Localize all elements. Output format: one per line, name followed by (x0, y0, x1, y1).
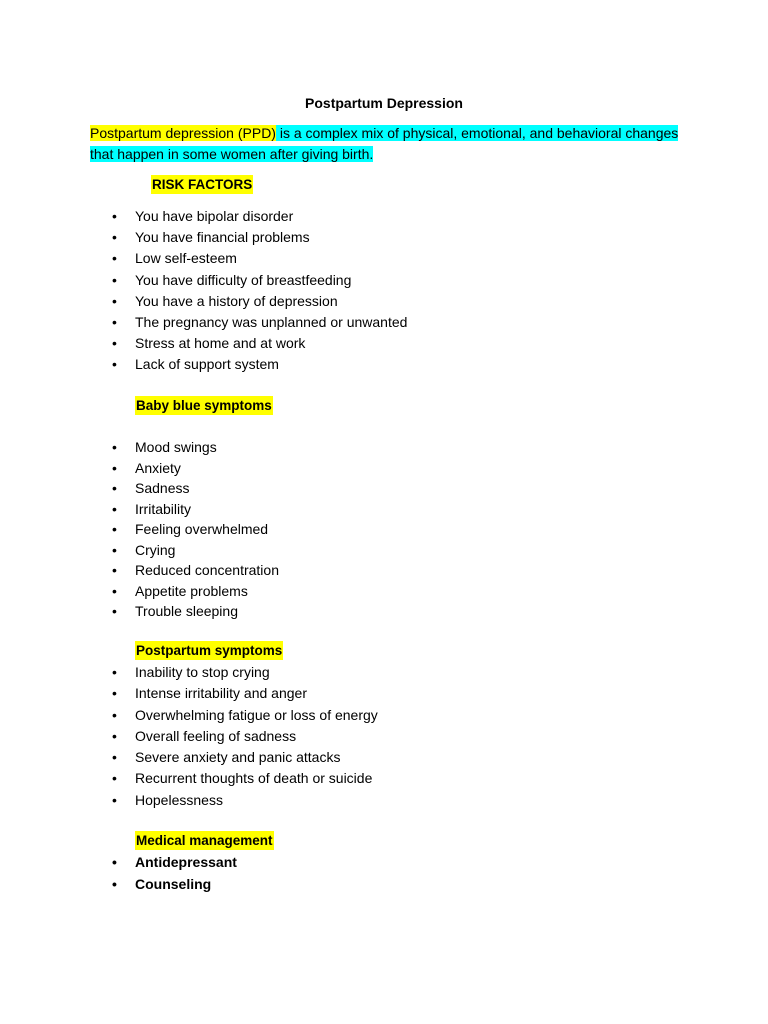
list-item (0, 874, 237, 896)
list-item-text: You have a history of depression (135, 292, 338, 309)
intro-definition: is a complex mix of physical, emotional, and behavioral changes that happen in some women after giving birth. (90, 125, 679, 162)
postpartum-symptoms-heading: Postpartum symptoms (136, 643, 283, 658)
list-item (0, 726, 378, 747)
bullet-icon: • (112, 582, 117, 599)
list-item-text: Anxiety (135, 459, 181, 476)
list-item (0, 499, 279, 520)
bullet-icon: • (112, 603, 117, 619)
baby-blue-heading: Baby blue symptoms (136, 398, 272, 413)
list-item-text: You have difficulty of breastfeeding (135, 271, 352, 288)
list-item-text: Stress at home and at work (135, 335, 306, 352)
list-item (0, 458, 279, 479)
list-item-text: Crying (135, 541, 176, 558)
bullet-icon: • (112, 500, 117, 517)
bullet-icon: • (112, 854, 117, 870)
risk-factors-list (0, 206, 407, 376)
medical-management-list (0, 852, 237, 895)
list-item-text: Lack of support system (135, 356, 279, 373)
intro-paragraph (90, 123, 680, 165)
list-item (0, 437, 279, 458)
bullet-icon: • (112, 459, 117, 476)
list-item-text: Sadness (135, 480, 190, 496)
list-item-text: You have financial problems (135, 229, 310, 246)
bullet-icon: • (112, 292, 117, 309)
bullet-icon: • (112, 439, 117, 455)
list-item-text: Antidepressant (135, 854, 237, 870)
bullet-icon: • (112, 664, 117, 680)
bullet-icon: • (112, 685, 117, 702)
bullet-icon: • (112, 313, 117, 330)
bullet-icon: • (112, 706, 117, 723)
bullet-icon: • (112, 271, 117, 288)
intro-term: Postpartum depression (PPD) (90, 125, 276, 141)
bullet-icon: • (112, 356, 117, 373)
list-item (0, 248, 407, 269)
bullet-icon: • (112, 521, 117, 537)
bullet-icon: • (112, 229, 117, 246)
list-item (0, 291, 407, 312)
list-item (0, 478, 279, 499)
bullet-icon: • (112, 335, 117, 352)
list-item-text: Intense irritability and anger (135, 685, 307, 702)
bullet-icon: • (112, 770, 117, 787)
risk-factors-heading: RISK FACTORS (152, 177, 253, 192)
list-item (0, 852, 237, 874)
list-item-text: Appetite problems (135, 582, 248, 599)
list-item (0, 790, 378, 811)
list-item-text: Irritability (135, 500, 192, 517)
list-item-text: Overwhelming fatigue or loss of energy (135, 706, 378, 723)
list-item-text: Hopelessness (135, 791, 223, 808)
list-item-text: Overall feeling of sadness (135, 727, 297, 744)
list-item (0, 333, 407, 354)
page-title: Postpartum Depression (305, 95, 463, 111)
medical-management-heading: Medical management (136, 833, 273, 848)
list-item-text: Severe anxiety and panic attacks (135, 749, 341, 766)
list-item (0, 312, 407, 333)
bullet-icon: • (112, 208, 117, 224)
list-item (0, 354, 407, 375)
bullet-icon: • (112, 480, 117, 496)
list-item-text: Counseling (135, 875, 212, 892)
list-item (0, 227, 407, 248)
list-item (0, 662, 378, 683)
list-item-text: Reduced concentration (135, 562, 279, 578)
list-item (0, 206, 407, 227)
list-item-text: Inability to stop crying (135, 664, 270, 680)
baby-blue-list (0, 437, 279, 622)
bullet-icon: • (112, 875, 117, 892)
list-item (0, 560, 279, 581)
list-item (0, 747, 378, 768)
list-item (0, 601, 279, 622)
list-item-text: Mood swings (135, 439, 217, 455)
list-item-text: You have bipolar disorder (135, 208, 294, 224)
bullet-icon: • (112, 791, 117, 808)
list-item (0, 270, 407, 291)
list-item-text: Recurrent thoughts of death or suicide (135, 770, 373, 787)
list-item (0, 540, 279, 561)
list-item-text: Low self-esteem (135, 250, 237, 267)
bullet-icon: • (112, 727, 117, 744)
list-item (0, 705, 378, 726)
list-item-text: The pregnancy was unplanned or unwanted (135, 313, 408, 330)
list-item (0, 519, 279, 540)
bullet-icon: • (112, 250, 117, 267)
list-item-text: Feeling overwhelmed (135, 521, 269, 537)
postpartum-symptoms-list (0, 662, 378, 811)
list-item (0, 581, 279, 602)
bullet-icon: • (112, 749, 117, 766)
bullet-icon: • (112, 562, 117, 578)
list-item (0, 683, 378, 704)
list-item (0, 768, 378, 789)
bullet-icon: • (112, 541, 117, 558)
list-item-text: Trouble sleeping (135, 603, 238, 619)
